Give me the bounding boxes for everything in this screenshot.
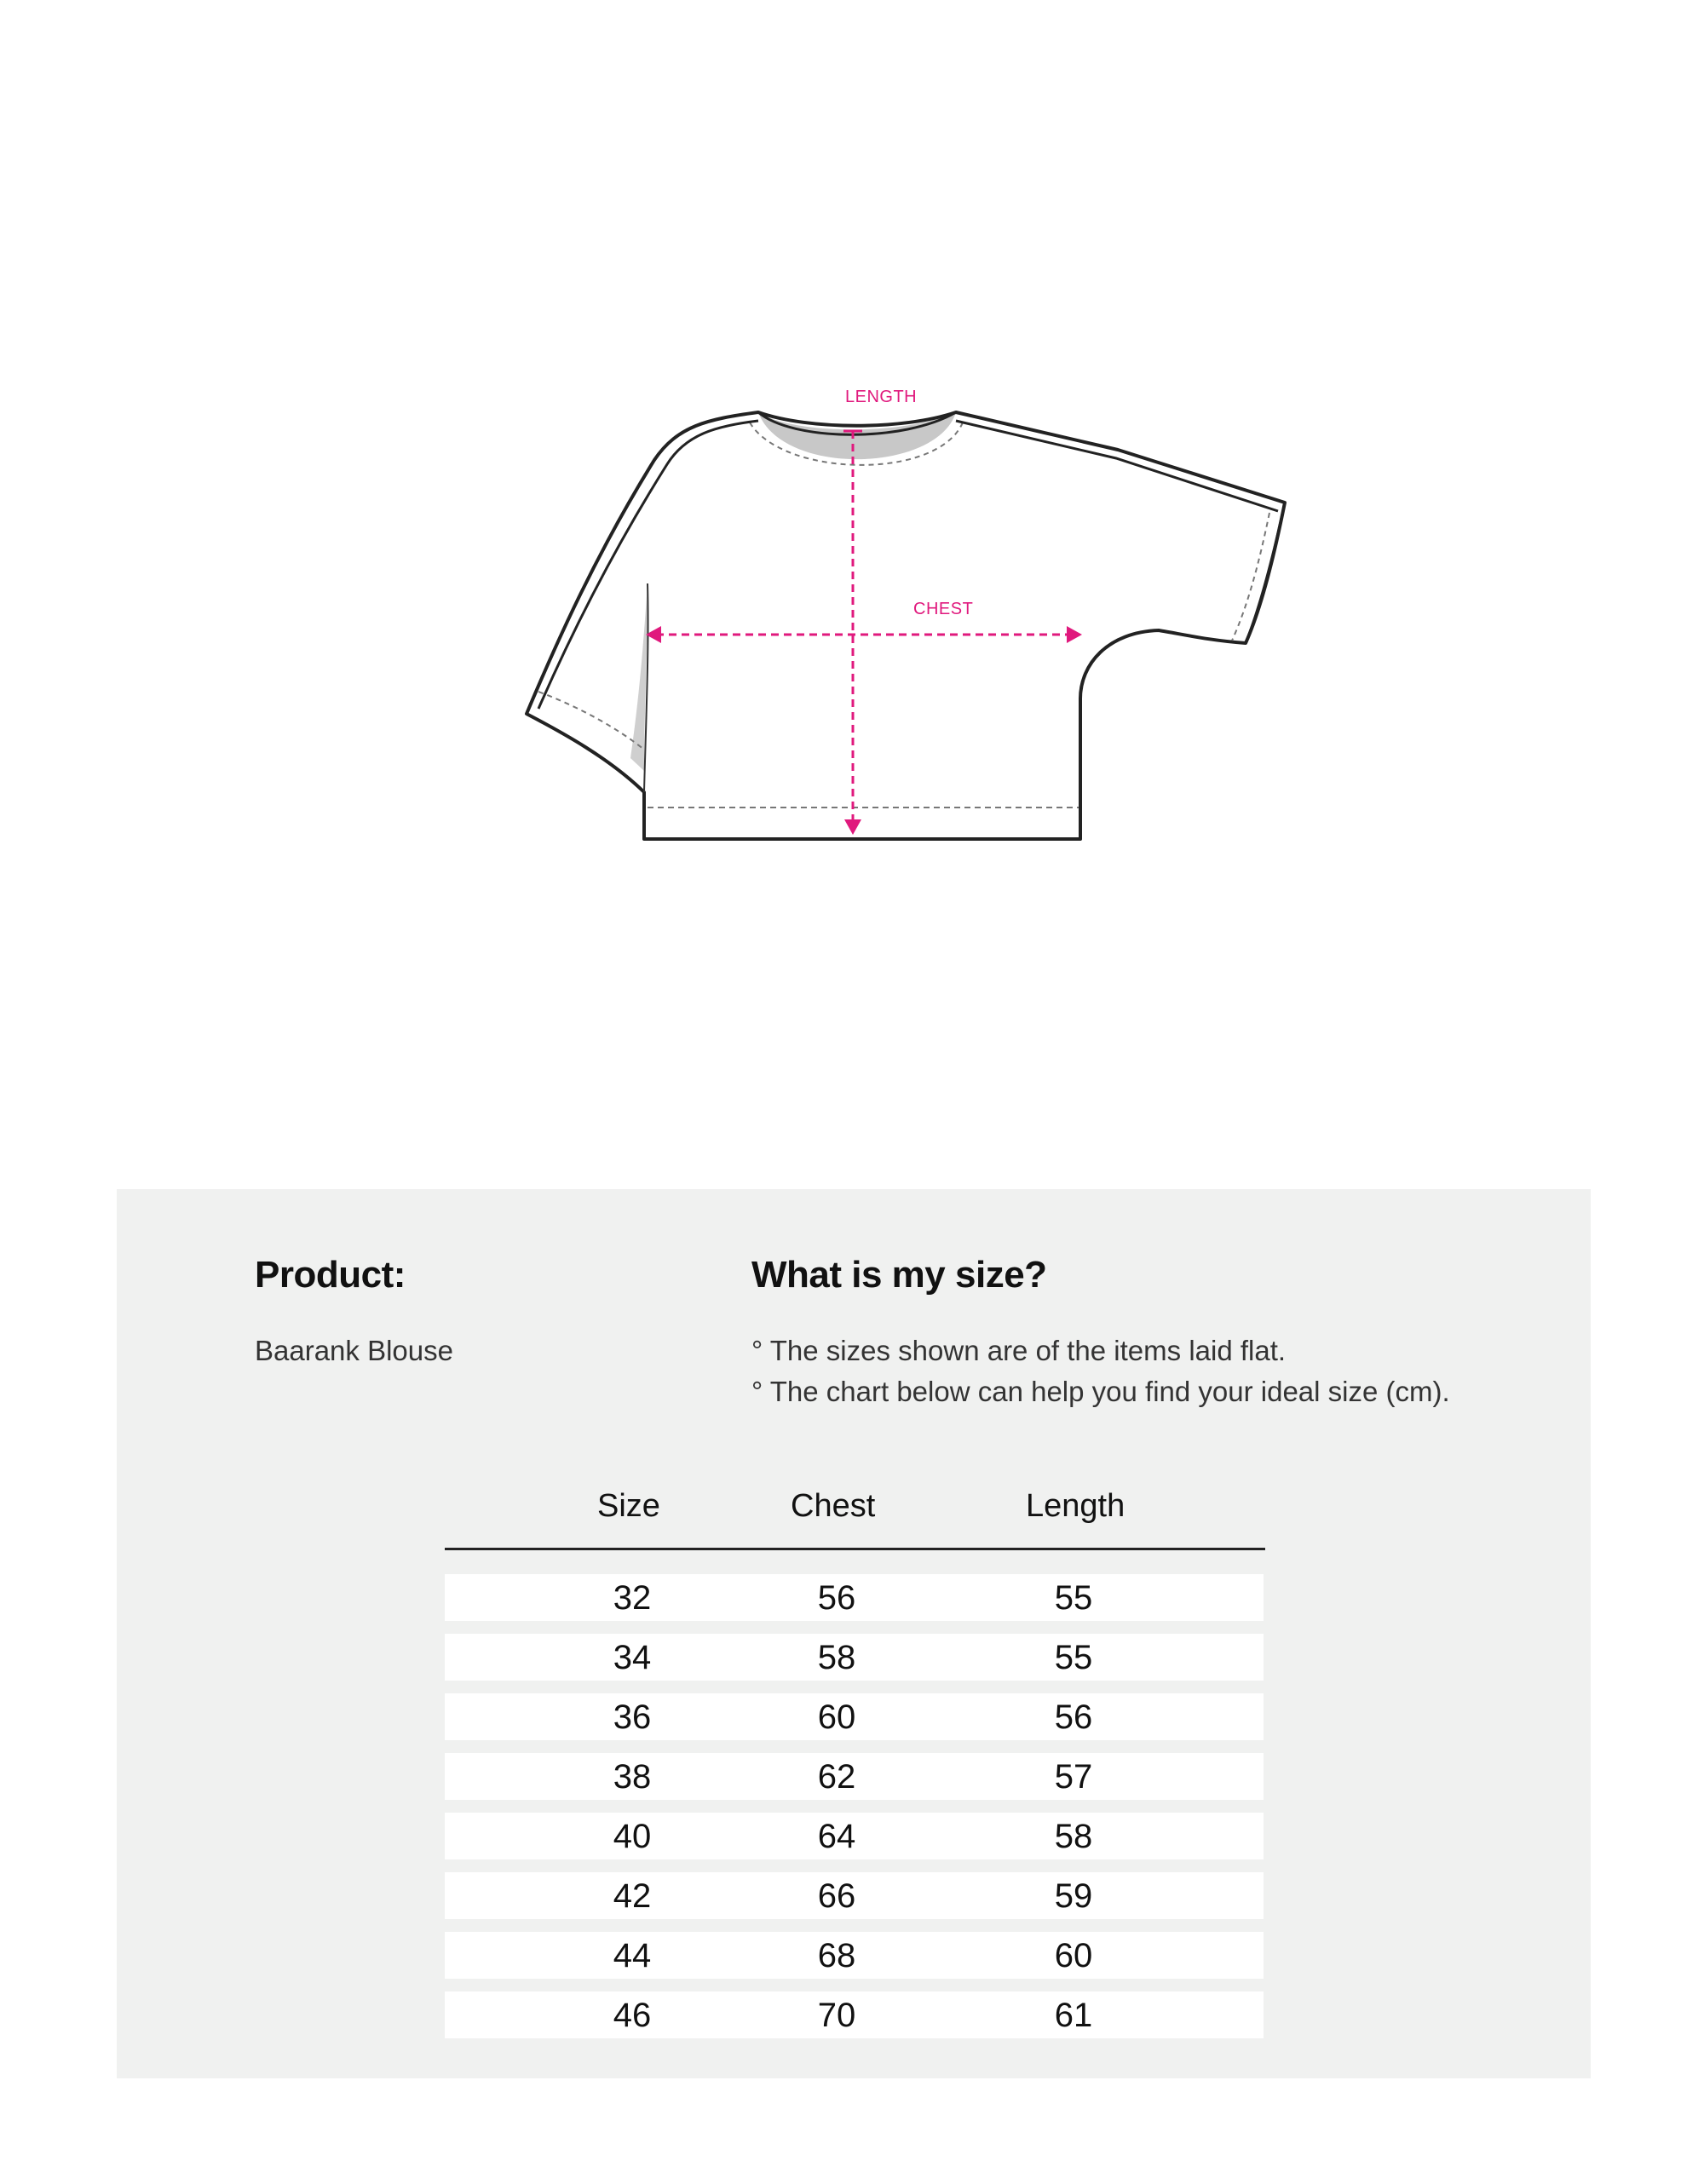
size-cell: 42: [613, 1877, 652, 1915]
size-cell: 46: [613, 1997, 652, 2034]
length-cell: 57: [1054, 1758, 1093, 1796]
size-question-heading: What is my size?: [751, 1254, 1047, 1296]
right-cuff-stitching: [1232, 513, 1269, 641]
table-row: [445, 1872, 1264, 1919]
chest-cell: 62: [817, 1758, 856, 1796]
length-cell: 55: [1054, 1639, 1093, 1676]
length-cell: 59: [1054, 1877, 1093, 1915]
table-row: [445, 1753, 1264, 1800]
chest-cell: 68: [817, 1937, 856, 1974]
size-cell: 40: [613, 1818, 652, 1855]
chest-cell: 58: [817, 1639, 856, 1676]
product-name: Baarank Blouse: [255, 1335, 453, 1366]
size-cell: 44: [613, 1937, 652, 1974]
chest-cell: 64: [817, 1818, 856, 1855]
shoulder-seam: [538, 421, 758, 709]
chest-cell: 66: [817, 1877, 856, 1915]
chest-right-arrowhead: [1067, 626, 1082, 643]
length-arrowhead: [844, 819, 861, 835]
length-cell: 55: [1054, 1579, 1093, 1617]
length-cell: 61: [1054, 1997, 1093, 2034]
header-rule: [445, 1548, 1265, 1550]
product-heading: Product:: [255, 1254, 406, 1296]
size-cell: 32: [613, 1579, 652, 1617]
size-cell: 38: [613, 1758, 652, 1796]
size-cell: 34: [613, 1639, 652, 1676]
column-header-chest: Chest: [791, 1488, 876, 1524]
length-cell: 60: [1054, 1937, 1093, 1974]
length-cell: 56: [1054, 1698, 1093, 1736]
right-cuff-line: [1246, 503, 1285, 643]
table-row: [445, 1932, 1264, 1979]
chest-cell: 70: [817, 1997, 856, 2034]
table-row: [445, 1574, 1264, 1621]
column-header-size: Size: [597, 1488, 660, 1524]
table-row: [445, 1634, 1264, 1681]
left-cuff-stitching: [538, 692, 644, 750]
length-label: LENGTH: [845, 388, 918, 406]
chest-cell: 60: [817, 1698, 856, 1736]
right-shoulder-seam: [956, 421, 1278, 511]
table-row: [445, 1991, 1264, 2038]
size-cell: 36: [613, 1698, 652, 1736]
chest-label: CHEST: [913, 600, 974, 618]
table-row: [445, 1693, 1264, 1740]
size-note-1: ° The sizes shown are of the items laid flat.: [751, 1335, 1287, 1366]
column-header-length: Length: [1026, 1488, 1125, 1524]
length-cell: 58: [1054, 1818, 1093, 1855]
chest-cell: 56: [817, 1579, 856, 1617]
table-row: [445, 1813, 1264, 1859]
size-note-2: ° The chart below can help you find your ideal size (cm).: [751, 1376, 1450, 1407]
blouse-measurement-diagram: [0, 0, 1704, 937]
